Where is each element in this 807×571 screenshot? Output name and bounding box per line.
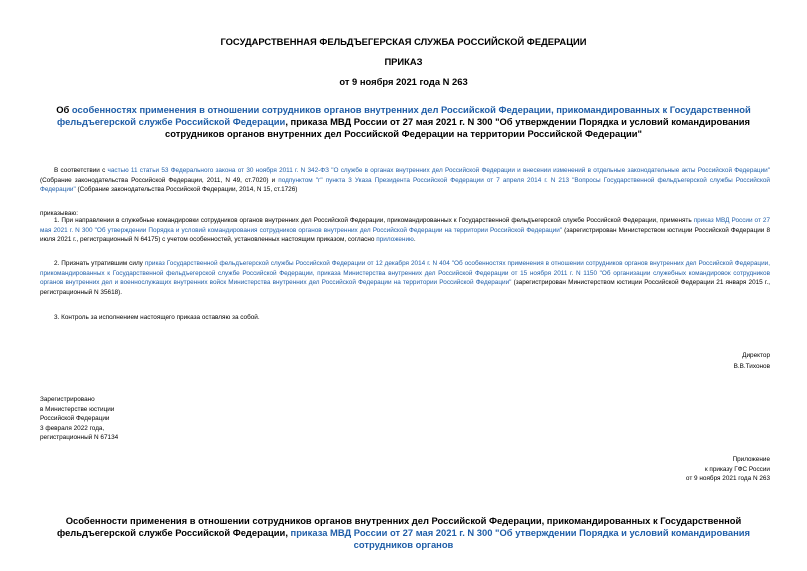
preamble-law-link[interactable]: частью 11 статьи 53 Федерального закона от 30 ноября 2011 г. N 342-ФЗ "О службе в органах внутренних дел Российской Федерации и внесении изменений в отдельные законодательные акты Российской Федерации" bbox=[107, 167, 771, 174]
appendix-line: к приказу ГФС России bbox=[704, 465, 770, 473]
title-link[interactable]: особенностях применения в отношении сотрудников органов внутренних дел Российской Федерации, прикомандированных к Государственной фельдъегерской службе Российской Федерации bbox=[57, 104, 751, 127]
preamble-paragraph bbox=[40, 166, 770, 195]
registration-line: Российской Федерации bbox=[40, 415, 110, 423]
signature-title: Директор bbox=[742, 352, 770, 359]
appendix-block bbox=[686, 455, 770, 484]
item-1-appendix-link[interactable]: приложению bbox=[376, 236, 414, 244]
prikazyvayu-line: приказываю: bbox=[40, 210, 78, 217]
registration-line: 3 февраля 2022 года, bbox=[40, 424, 105, 432]
appendix-line: Приложение bbox=[732, 456, 770, 463]
item-3-text: 3. Контроль за исполнением настоящего приказа оставляю за собой. bbox=[54, 314, 260, 321]
document-date-heading: от 9 ноября 2021 года N 263 bbox=[339, 76, 468, 87]
agency-heading: ГОСУДАРСТВЕННАЯ ФЕЛЬДЪЕГЕРСКАЯ СЛУЖБА РОССИЙСКОЙ ФЕДЕРАЦИИ bbox=[220, 36, 587, 47]
registration-line: регистрационный N 67134 bbox=[40, 434, 119, 442]
registration-line: в Министерстве юстиции bbox=[40, 405, 115, 413]
title-text-1: Об bbox=[56, 104, 72, 115]
item-2-paragraph bbox=[40, 259, 770, 297]
document-type-heading: ПРИКАЗ bbox=[384, 56, 423, 67]
document-title bbox=[56, 104, 751, 140]
item-3-paragraph bbox=[40, 313, 770, 323]
appendix-title bbox=[40, 515, 767, 551]
registration-line: Зарегистрировано bbox=[40, 396, 95, 403]
registration-block bbox=[40, 395, 118, 443]
signature-name: В.В.Тихонов bbox=[733, 363, 770, 370]
preamble-decree-link[interactable]: подпунктом "г" пункта 3 Указа Президента Российской Федерации от 7 апреля 2014 г. N 213 "Вопросы Государственной фельдъегерской службы Российской Федерации" bbox=[40, 176, 770, 194]
item-1-text-1: 1. При направлении в служебные командировки сотрудников органов внутренних дел Российской Федерации, прикомандированных к Государственной фельдъегерской службе Российской Федерации, применять bbox=[54, 217, 694, 224]
title-text-2: , приказа МВД России от 27 мая 2021 г. N 300 "Об утверждении Порядка и условий командирования сотрудников органов внутренних дел Российской Федерации на территории Российской Федерации" bbox=[165, 116, 750, 139]
preamble-text-3: (Собрание законодательства Российской Федерации, 2014, N 15, ст.1726) bbox=[75, 186, 298, 194]
item-2-text-1: 2. Признать утратившим силу bbox=[54, 260, 145, 267]
preamble-text-2: (Собрание законодательства Российской Федерации, 2011, N 49, ст.7020) и bbox=[40, 176, 279, 184]
item-2-text-2: (зарегистрирован Министерством юстиции Российской Федерации 21 января 2015 г., регистрационный N 35618). bbox=[40, 279, 770, 296]
item-1-order-link[interactable]: приказ МВД России от 27 мая 2021 г. N 300 "Об утверждении Порядка и условий командирования сотрудников органов внутренних дел Российской Федерации на территории Российской Федерации" bbox=[40, 217, 771, 234]
preamble-text-1: В соответствии с bbox=[54, 167, 108, 174]
item-1-text-3: . bbox=[413, 236, 416, 244]
appendix-title-link[interactable]: приказа МВД России от 27 мая 2021 г. N 300 "Об утверждении Порядка и условий командирования сотрудников органов bbox=[290, 527, 750, 550]
item-1-text-2: (зарегистрирован Министерством юстиции Российской Федерации 8 июля 2021 г., регистрационный N 64175) с учетом особенностей, установленных настоящим приказом, согласно bbox=[40, 226, 770, 244]
appendix-line: от 9 ноября 2021 года N 263 bbox=[685, 475, 770, 483]
item-1-paragraph bbox=[40, 216, 770, 245]
appendix-title-text: Особенности применения в отношении сотрудников органов внутренних дел Российской Федерации, прикомандированных к Государственной фельдъегерской службе Российской Федерации, bbox=[57, 515, 742, 538]
item-2-order-link[interactable]: приказ Государственной фельдъегерской службы Российской Федерации от 12 декабря 2014 г. N 404 "Об особенностях применения в отношении сотрудников органов внутренних дел Российской Федерации, прикомандированных к Государственной фельдъегерской службе Российской Федерации, приказа Министерства внутренних дел Российской Федерации от 15 ноября 2011 г. N 1150 "Об организации служебных командировок сотрудников органов внутренних дел и военнослужащих внутренних войск Министерства внутренних дел Российской Федерации на территории Российской Федерации" bbox=[40, 260, 770, 287]
